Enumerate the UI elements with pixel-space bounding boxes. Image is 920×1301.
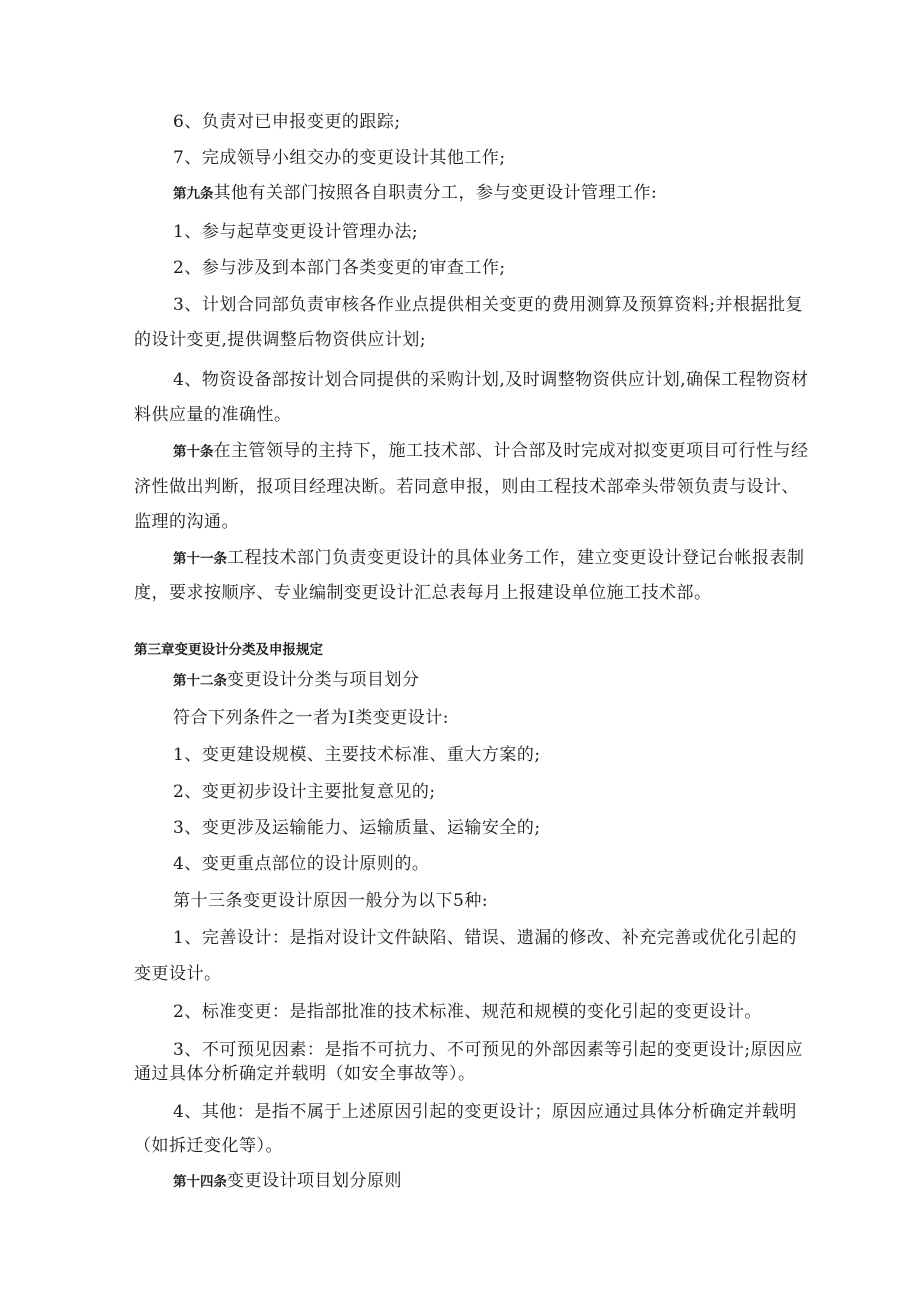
paragraph-continuation: 的设计变更,提供调整后物资供应计划; bbox=[134, 330, 427, 350]
list-item: 1、完善设计：是指对设计文件缺陷、错误、遗漏的修改、补充完善或优化引起的 bbox=[173, 928, 797, 948]
list-item: 4、其他：是指不属于上述原因引起的变更设计；原因应通过具体分析确定并载明 bbox=[173, 1102, 797, 1122]
article-label: 第十四条 bbox=[173, 1174, 227, 1190]
paragraph-continuation: （如拆迁变化等）。 bbox=[134, 1136, 283, 1156]
list-item: 2、标准变更：是指部批准的技术标准、规范和规模的变化引起的变更设计。 bbox=[173, 1002, 762, 1022]
paragraph-continuation: 通过具体分析确定并载明（如安全事故等）。 bbox=[134, 1064, 476, 1084]
paragraph-continuation: 变更设计。 bbox=[134, 964, 222, 984]
paragraph-continuation: 度，要求按顺序、专业编制变更设计汇总表每月上报建设单位施工技术部。 bbox=[134, 583, 712, 603]
paragraph: 3、计划合同部负责审核各作业点提供相关变更的费用测算及预算资料;并根据批复 bbox=[173, 295, 804, 315]
paragraph: 7、完成领导小组交办的变更设计其他工作; bbox=[173, 148, 506, 168]
paragraph-continuation: 监理的沟通。 bbox=[134, 512, 239, 532]
paragraph-continuation: 料供应量的准确性。 bbox=[134, 405, 292, 425]
paragraph-continuation: 济性做出判断，报项目经理决断。若同意申报，则由工程技术部牵头带领负责与设计、 bbox=[134, 477, 799, 497]
list-item: 4、变更重点部位的设计原则的。 bbox=[173, 854, 430, 874]
list-item: 3、不可预见因素：是指不可抗力、不可预见的外部因素等引起的变更设计;原因应 bbox=[173, 1040, 804, 1060]
article-11 bbox=[173, 547, 805, 570]
article-14 bbox=[173, 1170, 402, 1193]
article-13: 第十三条变更设计原因一般分为以下5种: bbox=[173, 891, 489, 911]
paragraph: 4、物资设备部按计划合同提供的采购计划,及时调整物资供应计划,确保工程物资材 bbox=[173, 370, 809, 390]
article-label: 第十二条 bbox=[173, 673, 227, 689]
article-text: 变更设计项目划分原则 bbox=[227, 1171, 402, 1191]
article-9 bbox=[173, 182, 657, 205]
article-text: 其他有关部门按照各自职责分工，参与变更设计管理工作: bbox=[213, 183, 658, 203]
article-10 bbox=[173, 440, 809, 463]
paragraph: 1、参与起草变更设计管理办法; bbox=[173, 222, 419, 242]
list-item: 2、变更初步设计主要批复意见的; bbox=[173, 782, 436, 802]
article-text: 工程技术部门负责变更设计的具体业务工作，建立变更设计登记台帐报表制 bbox=[227, 548, 805, 568]
article-text: 变更设计分类与项目划分 bbox=[227, 670, 420, 690]
paragraph: 6、负责对已申报变更的跟踪; bbox=[173, 112, 401, 132]
chapter-heading: 第三章变更设计分类及申报规定 bbox=[134, 642, 323, 658]
paragraph: 符合下列条件之一者为I类变更设计: bbox=[173, 708, 449, 728]
article-label: 第十条 bbox=[173, 444, 214, 460]
article-label: 第九条 bbox=[173, 186, 214, 202]
article-label: 第十一条 bbox=[173, 551, 227, 567]
article-12 bbox=[173, 669, 420, 692]
paragraph: 2、参与涉及到本部门各类变更的审查工作; bbox=[173, 258, 506, 278]
list-item: 1、变更建设规模、主要技术标准、重大方案的; bbox=[173, 745, 541, 765]
list-item: 3、变更涉及运输能力、运输质量、运输安全的; bbox=[173, 818, 541, 838]
article-text: 在主管领导的主持下，施工技术部、计合部及时完成对拟变更项目可行性与经 bbox=[213, 441, 809, 461]
